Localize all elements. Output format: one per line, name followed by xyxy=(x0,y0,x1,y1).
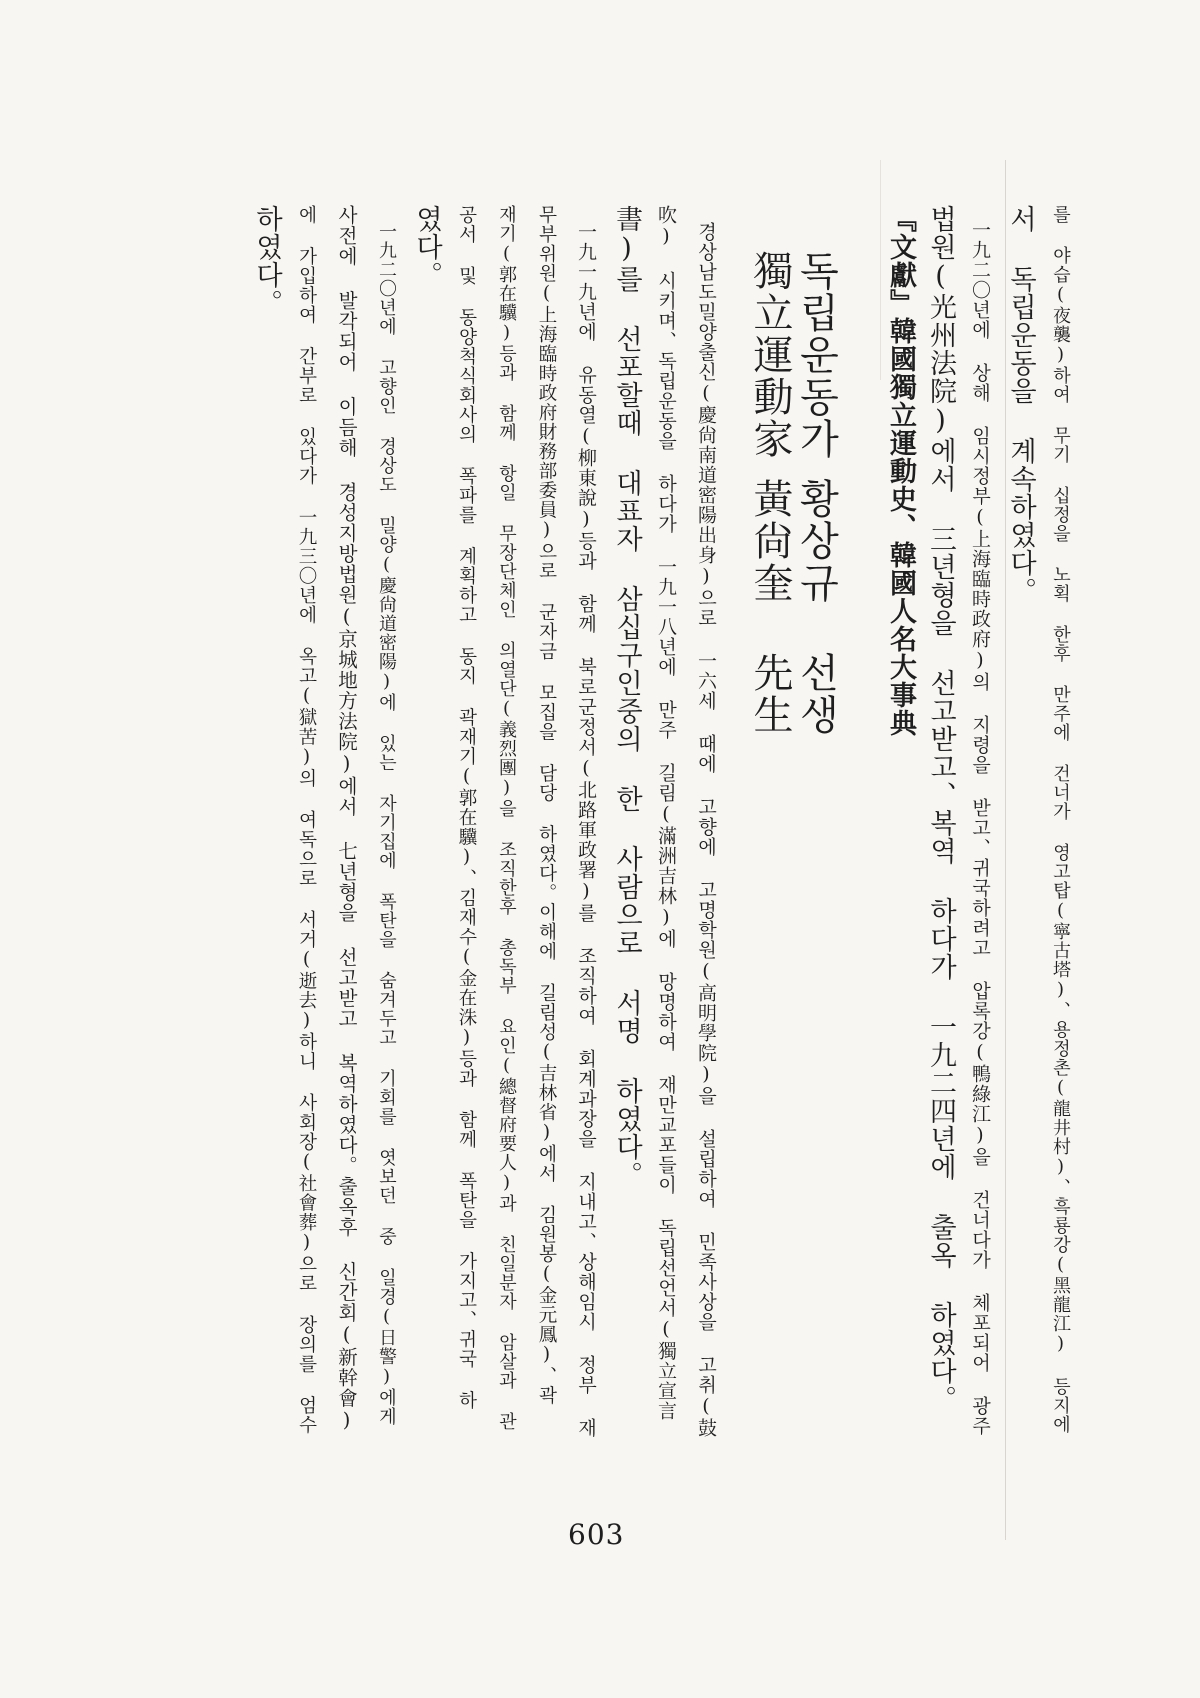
body-line-11: 에 가입하여 간부로 있다가 一九三〇년에 옥고(獄苦)의 여독으로 서거(逝去)하니 사회장(社會葬)으로 장의를 엄수 xyxy=(296,205,317,1435)
body-line-4: 一九一九년에 유동열(柳東說)등과 함께 북로군정서(北路軍政署)를 조직하여 회계과장을 지내고、상해임시 정부 재 xyxy=(575,222,597,1438)
body-line-5: 무부위원(上海臨時政府財務部委員)으로 군자금 모집을 담당 하였다。이해에 길림성(吉林省)에서 김원봉(金元鳳)、곽 xyxy=(536,205,557,1405)
prev-section-line-4: 법원(光州法院)에서 三년형을 선고받고、복역 하다가 一九二四년에 출옥 하였다。 xyxy=(925,205,956,1413)
title-name-ko: 황상규 선생 xyxy=(793,478,839,736)
body-line-8: 였다。 xyxy=(411,205,442,289)
prev-section-line-3: 一九二〇년에 상해 임시정부(上海臨時政府)의 지령을 받고、귀국하려고 압록강(鴨綠江)을 건너다가 체포되어 광주 xyxy=(969,220,991,1436)
body-line-9: 一九二〇년에 고향인 경상도 밀양(慶尙道密陽)에 있는 자기집에 폭탄을 숨겨두고 기회를 엿보던 중 일경(日警)에게 xyxy=(376,222,397,1426)
prev-section-line-1: 를 야습(夜襲)하여 무기 십정을 노획 한후 만주에 건너가 영고탑(寧古塔)、용정촌(龍井村)、흑룡강(黑龍江) 등지에 xyxy=(1050,205,1071,1434)
page-number: 603 xyxy=(568,1518,625,1551)
title-name-hanja: 黃尙奎 先生 xyxy=(747,478,793,736)
body-line-3: 書)를 선포할때 대표자 삼십구인중의 한 사람으로 서명 하였다。 xyxy=(611,205,642,1189)
body-line-7: 공서 및 동양척식회사의 폭파를 계획하고 동지 곽재기(郭在驥)、김재수(金在洙)등과 함께 폭탄을 가지고、귀국 하 xyxy=(456,205,477,1410)
source-citation: 『文獻』韓國獨立運動史、韓國人名大事典 xyxy=(885,205,916,737)
title-category-ko: 독립운동가 xyxy=(793,250,839,460)
body-line-10: 사전에 발각되어 이듬해 경성지방법원(京城地方法院)에서 七년형을 선고받고 복역하였다。출옥후 신간회(新幹會) xyxy=(335,205,358,1433)
body-line-6: 재기(郭在驥)등과 함께 항일 무장단체인 의열단(義烈團)을 조직한후 총독부 요인(總督府要人)과 친일분자 암살과 관 xyxy=(496,205,517,1431)
title-category-hanja: 獨立運動家 xyxy=(747,250,793,460)
body-line-1: 경상남도밀양출신(慶尙南道密陽出身)으로 一六세 때에 고향에 고명학원(高明學院)을 설립하여 민족사상을 고취(鼓 xyxy=(695,222,717,1438)
body-line-12: 하였다。 xyxy=(251,205,282,317)
body-line-2: 吹) 시키며、독립운동을 하다가 一九一八년에 만주 길림(滿洲吉林)에 망명하여 재만교포들이 독립선언서(獨立宣言 xyxy=(655,205,677,1421)
prev-section-line-2: 서 독립운동을 계속하였다。 xyxy=(1005,205,1036,605)
